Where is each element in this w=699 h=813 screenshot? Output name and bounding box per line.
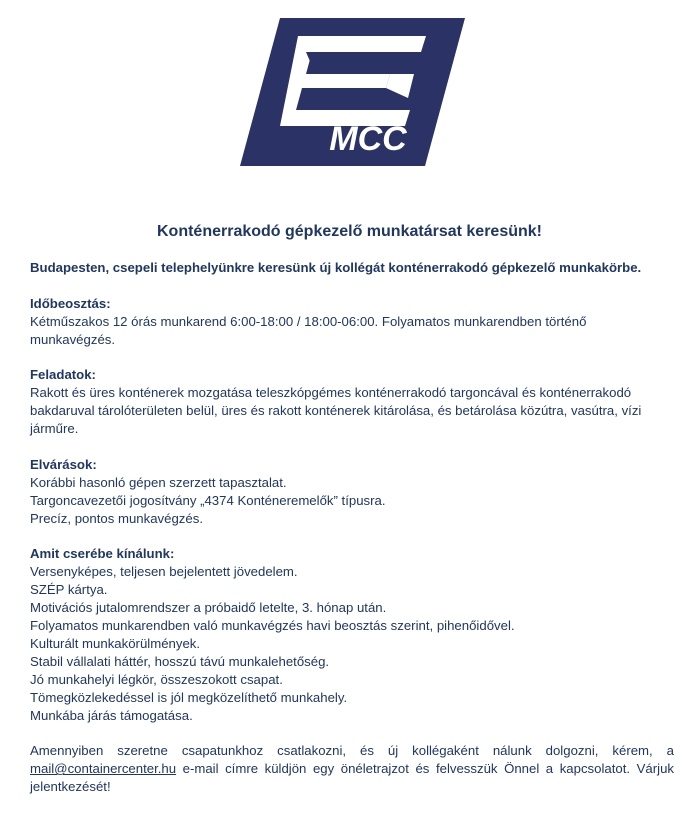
tasks-section — [30, 366, 674, 438]
logo-text: MCC — [329, 120, 407, 158]
page-title: Konténerrakodó gépkezelő munkatársat keresünk! — [156, 223, 542, 240]
offer-section — [30, 545, 674, 724]
offer-item: SZÉP kártya. — [30, 582, 108, 598]
schedule-heading: Időbeosztás: — [30, 295, 111, 311]
email-link[interactable]: mail@containercenter.hu — [30, 761, 177, 777]
requirements-heading: Elvárások: — [30, 456, 97, 472]
schedule-section — [30, 295, 674, 349]
schedule-line: Kétműszakos 12 órás munkarend 6:00-18:00 / 18:00-06:00. Folyamatos munkarendben történő munkavégzés. — [30, 313, 587, 347]
requirements-section — [30, 456, 674, 528]
job-posting-body — [30, 259, 674, 796]
closing-paragraph — [30, 742, 674, 796]
offer-item: Folyamatos munkarendben való munkavégzés havi beosztás szerint, pihenőidővel. — [30, 618, 515, 634]
offer-item: Stabil vállalati háttér, hosszú távú munkalehetőség. — [30, 653, 330, 669]
offer-item: Versenyképes, teljesen bejelentett jövedelem. — [30, 564, 298, 580]
closing-text-after: e-mail címre küldjön egy önéletrajzot és felvesszük Önnel a kapcsolatot. Várjuk jelentkezését! — [30, 761, 674, 795]
offer-item: Motivációs jutalomrendszer a próbaidő letelte, 3. hónap után. — [30, 600, 387, 616]
requirement-item: Precíz, pontos munkavégzés. — [30, 510, 203, 526]
tasks-line: Rakott és üres konténerek mozgatása teleszkópgémes konténerrakodó targoncával és konténerrakodó bakdaruval tárolóterületen belül, üres és rakott konténerek kitárolása, és betárolása közútra, vasútra, vízi járműre. — [30, 385, 642, 437]
offer-heading: Amit cserébe kínálunk: — [30, 546, 175, 562]
intro-text: Budapesten, csepeli telephelyünkre keresünk új kollégát konténerrakodó gépkezelő munkakörbe. — [30, 260, 642, 275]
offer-item: Munkába járás támogatása. — [30, 707, 193, 723]
closing-text-before: Amennyiben szeretne csapatunkhoz csatlakozni, és új kollégaként nálunk dolgozni, kérem, a — [30, 743, 674, 759]
offer-item: Jó munkahelyi légkör, összeszokott csapat. — [30, 671, 283, 687]
requirement-item: Targoncavezetői jogosítvány „4374 Konténeremelők” típusra. — [30, 492, 386, 508]
mcc-logo-icon — [240, 18, 465, 166]
company-logo — [240, 18, 465, 166]
offer-item: Kulturált munkakörülmények. — [30, 635, 201, 651]
offer-item: Tömegközlekedéssel is jól megközelíthető munkahely. — [30, 689, 348, 705]
tasks-heading: Feladatok: — [30, 367, 96, 383]
requirement-item: Korábbi hasonló gépen szerzett tapasztalat. — [30, 474, 287, 490]
